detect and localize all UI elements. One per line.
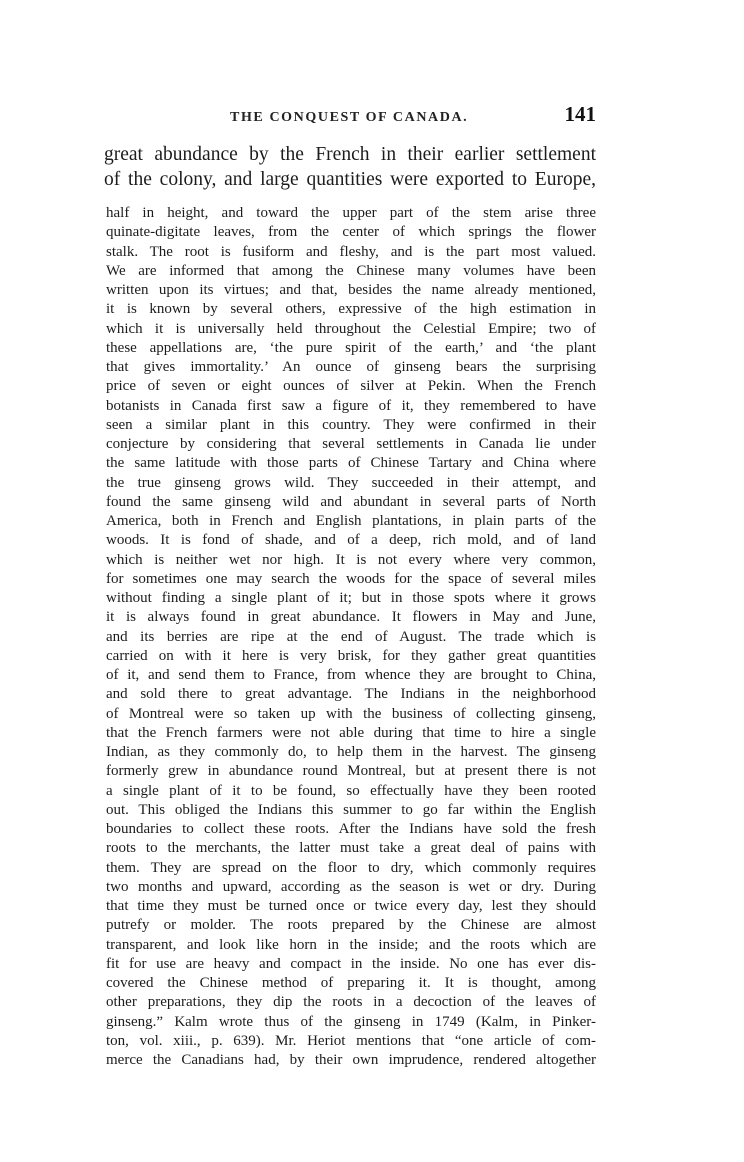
footnote-line: other preparations, they dip the roots in a decoction of the leaves of bbox=[106, 994, 596, 1011]
main-text-block bbox=[104, 142, 596, 192]
footnote-line: found the same ginseng wild and abundant in several parts of North bbox=[106, 493, 596, 510]
footnote-line: it is known by several others, expressive of the high estimation in bbox=[106, 301, 596, 318]
footnote-line: the true ginseng grows wild. They succeeded in their attempt, and bbox=[106, 474, 596, 491]
running-title: THE CONQUEST OF CANADA. bbox=[230, 110, 469, 125]
footnote-line: We are informed that among the Chinese many volumes have been bbox=[106, 262, 596, 279]
footnote-line: which is neither wet nor high. It is not every where very common, bbox=[106, 551, 596, 568]
footnote-line: a single plant of it to be found, so effectually have they been rooted bbox=[106, 782, 596, 799]
footnote-line: America, both in French and English plantations, in plain parts of the bbox=[106, 513, 596, 529]
footnote-line: it is always found in great abundance. It flowers in May and June, bbox=[106, 609, 596, 626]
footnote-line: Indian, as they commonly do, to help them in the harvest. The ginseng bbox=[106, 744, 596, 760]
footnote-line: and its berries are ripe at the end of August. The trade which is bbox=[106, 628, 596, 645]
footnote-line: of it, and send them to France, from whence they are brought to China, bbox=[106, 667, 596, 683]
main-text-line: of the colony, and large quantities were exported to Europe, bbox=[104, 169, 596, 190]
footnote-line: for sometimes one may search the woods for the space of several miles bbox=[106, 570, 596, 587]
footnote-line: of Montreal were so taken up with the business of collecting ginseng, bbox=[106, 705, 596, 722]
footnote-line: out. This obliged the Indians this summer to go far within the English bbox=[106, 801, 596, 818]
footnote-block bbox=[106, 204, 596, 1070]
footnote-line: fit for use are heavy and compact in the inside. No one has ever dis- bbox=[106, 955, 596, 972]
footnote-line: woods. It is fond of shade, and of a deep, rich mold, and of land bbox=[106, 532, 596, 549]
footnote-line: which it is universally held throughout the Celestial Empire; two of bbox=[106, 320, 596, 337]
footnote-line: seen a similar plant in this country. They were confirmed in their bbox=[106, 416, 596, 433]
footnote-line: half in height, and toward the upper part of the stem arise three bbox=[106, 205, 596, 221]
footnote-line: stalk. The root is fusiform and fleshy, and is the part most valued. bbox=[106, 243, 596, 260]
footnote-line: without finding a single plant of it; but in those spots where it grows bbox=[106, 590, 596, 606]
footnote-line: merce the Canadians had, by their own imprudence, rendered altogether bbox=[106, 1052, 596, 1068]
footnote-line: and sold there to great advantage. The Indians in the neighborhood bbox=[106, 686, 596, 703]
footnote-line: ton, vol. xiii., p. 639). Mr. Heriot mentions that “one article of com- bbox=[106, 1032, 596, 1049]
footnote-line: two months and upward, according as the season is wet or dry. During bbox=[106, 878, 596, 895]
footnote-line: ginseng.” Kalm wrote thus of the ginseng in 1749 (Kalm, in Pinker- bbox=[106, 1013, 596, 1030]
footnote-line: written upon its virtues; and that, besides the name already mentioned, bbox=[106, 282, 596, 298]
footnote-line: putrefy or molder. The roots prepared by the Chinese are almost bbox=[106, 917, 596, 934]
footnote-line: price of seven or eight ounces of silver at Pekin. When the French bbox=[106, 378, 596, 395]
footnote-line: quinate-digitate leaves, from the center of which springs the flower bbox=[106, 224, 596, 241]
footnote-line: conjecture by considering that several settlements in Canada lie under bbox=[106, 436, 596, 452]
footnote-line: covered the Chinese method of preparing it. It is thought, among bbox=[106, 975, 596, 991]
running-header bbox=[104, 96, 598, 130]
footnote-line: boundaries to collect these roots. After the Indians have sold the fresh bbox=[106, 821, 596, 837]
footnote-line: them. They are spread on the floor to dry, which commonly requires bbox=[106, 859, 596, 876]
footnote-line: these appellations are, ‘the pure spirit of the earth,’ and ‘the plant bbox=[106, 339, 596, 356]
footnote-line: botanists in Canada first saw a figure of it, they remembered to have bbox=[106, 397, 596, 414]
footnote-line: the same latitude with those parts of Chinese Tartary and China where bbox=[106, 455, 596, 472]
main-text-line: great abundance by the French in their earlier settlement bbox=[104, 144, 596, 165]
footnote-line: that time they must be turned once or twice every day, lest they should bbox=[106, 898, 596, 914]
page-number: 141 bbox=[564, 102, 596, 126]
footnote-line: that the French farmers were not able during that time to hire a single bbox=[106, 724, 596, 741]
footnote-line: that gives immortality.’ An ounce of ginseng bears the surprising bbox=[106, 359, 596, 375]
footnote-line: transparent, and look like horn in the inside; and the roots which are bbox=[106, 936, 596, 953]
footnote-line: formerly grew in abundance round Montreal, but at present there is not bbox=[106, 763, 596, 780]
footnote-line: roots to the merchants, the latter must take a great deal of pains with bbox=[106, 840, 596, 857]
footnote-line: carried on with it here is very brisk, for they gather great quantities bbox=[106, 647, 596, 664]
